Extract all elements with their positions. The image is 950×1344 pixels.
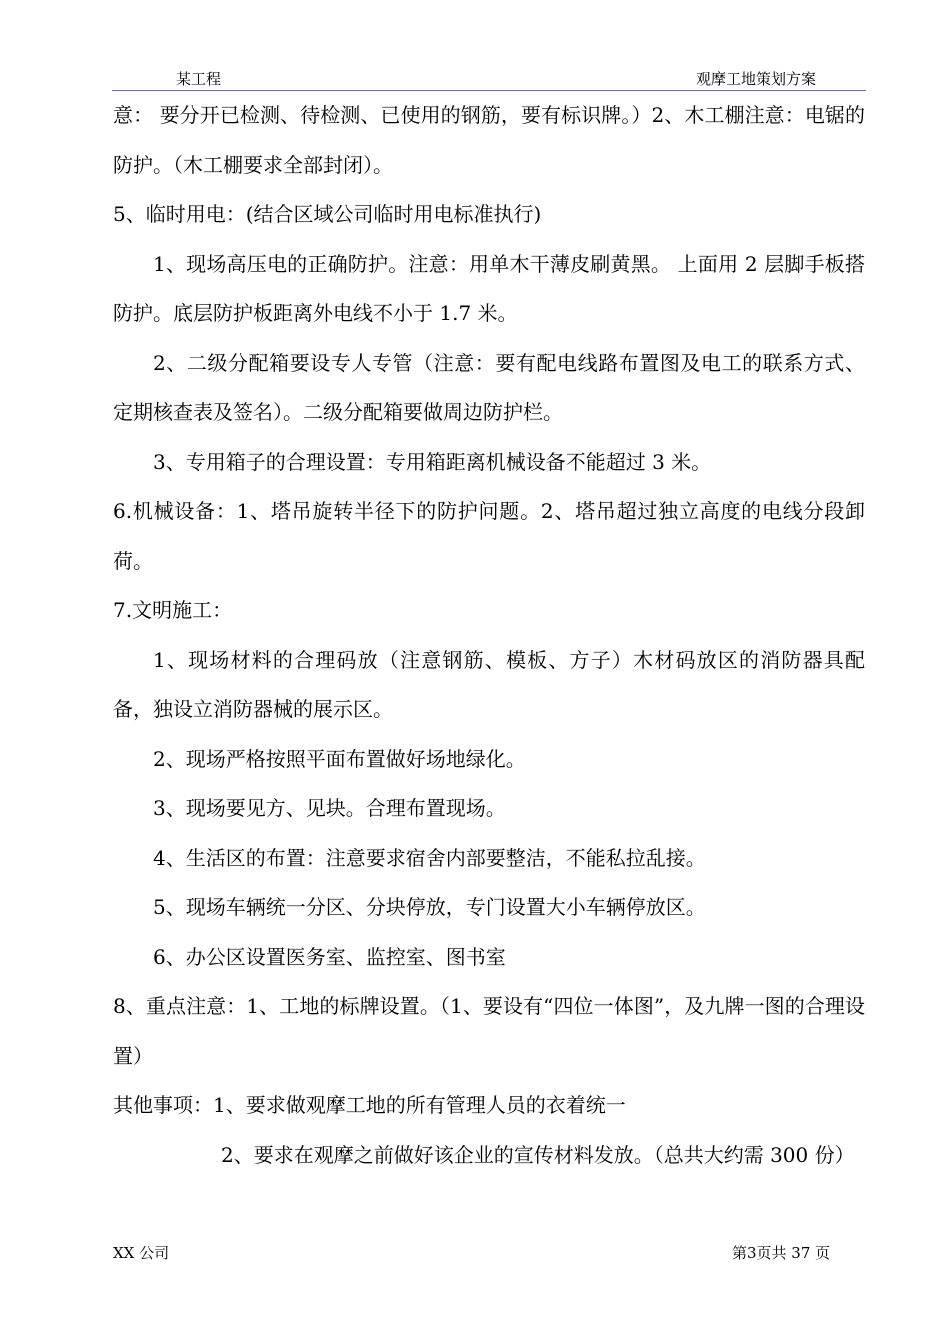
- paragraph: 3、现场要见方、见块。合理布置现场。: [153, 796, 506, 820]
- paragraph: 3、专用箱子的合理设置：专用箱距离机械设备不能超过 3 米。: [153, 449, 712, 474]
- footer-company: XX 公司: [113, 1244, 170, 1262]
- header-document-title: 观摩工地策划方案: [695, 70, 816, 88]
- section-heading: 8、重点注意：1、工地的标牌设置。（1、要设有“四位一体图”，及九牌一图的合理设置）: [113, 994, 865, 1068]
- section-heading: 6.机械设备：1、塔吊旋转半径下的防护问题。2、塔吊超过独立高度的电线分段卸荷。: [113, 499, 865, 573]
- header-project-name: 某工程: [176, 70, 222, 88]
- paragraph: 2、二级分配箱要设专人专管（注意：要有配电线路布置图及电工的联系方式、定期核查表及签名）。二级分配箱要做周边防护栏。: [113, 350, 865, 424]
- paragraph: 2、要求在观摩之前做好该企业的宣传材料发放。（总共大约需 300 份）: [221, 1142, 855, 1167]
- document-body: [113, 91, 865, 1180]
- section-heading: 5、临时用电：(结合区域公司临时用电标准执行): [113, 202, 542, 226]
- paragraph: 其他事项：1、要求做观摩工地的所有管理人员的衣着统一: [113, 1093, 626, 1117]
- footer-page-number: 第3页共 37 页: [732, 1244, 831, 1262]
- paragraph: 6、办公区设置医务室、监控室、图书室: [153, 944, 506, 969]
- paragraph: 2、现场严格按照平面布置做好场地绿化。: [153, 746, 526, 771]
- page-header: [112, 66, 866, 91]
- paragraph: 意： 要分开已检测、待检测、已使用的钢筋，要有标识牌。）2、木工棚注意：电锯的防护。（木工棚要求全部封闭）。: [113, 103, 865, 177]
- section-heading: 7.文明施工：: [113, 598, 233, 622]
- paragraph: 4、生活区的布置：注意要求宿舍内部要整洁，不能私拉乱接。: [153, 845, 706, 870]
- paragraph: 1、现场高压电的正确防护。注意：用单木干薄皮刷黄黑。 上面用 2 层脚手板搭防护。底层防护板距离外电线不小于 1.7 米。: [113, 251, 865, 325]
- paragraph: 5、现场车辆统一分区、分块停放，专门设置大小车辆停放区。: [153, 895, 706, 919]
- paragraph: 1、现场材料的合理码放（注意钢筋、模板、方子）木材码放区的消防器具配备，独设立消防器械的展示区。: [113, 647, 865, 721]
